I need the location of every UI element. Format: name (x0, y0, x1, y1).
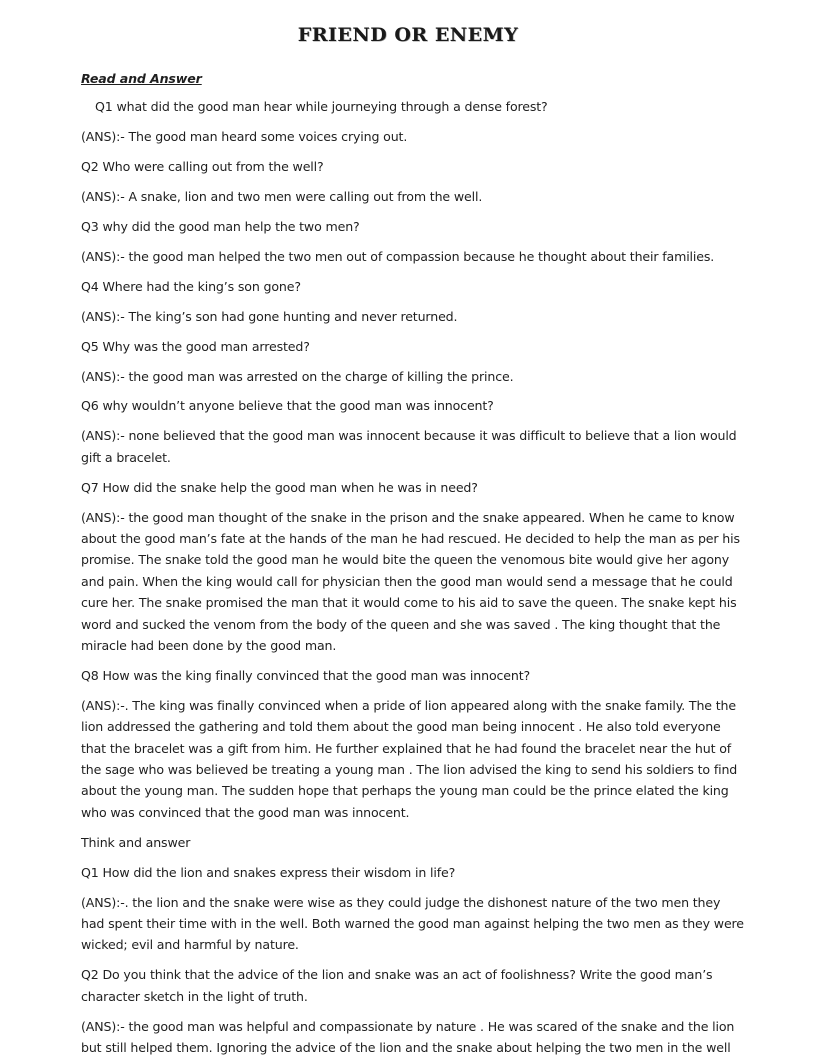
answer-8: (ANS):-. The king was finally convinced when a pride of lion appeared along with the snake family. The the lion addressed the gathering and told them about the good man being innocent . He also told everyone that the bracelet was a gift from him. He further explained that he had found the bracelet near the hut of the sage who was believed be treating a young man . The lion advised the king to send his soldiers to find about the young man. The sudden hope that perhaps the young man could be the prince elated the king who was convinced that the good man was innocent. (81, 697, 738, 820)
think-question-1: Q1 How did the lion and snakes express their wisdom in life? (81, 864, 456, 880)
think-answer-2: (ANS):- the good man was helpful and compassionate by nature . He was scared of the snake and the lion but still helped them. Ignoring the advice of the lion and the snake about helping the two men in the well (81, 1018, 735, 1056)
question-7: Q7 How did the snake help the good man when he was in need? (81, 479, 478, 495)
question-8: Q8 How was the king finally convinced that the good man was innocent? (81, 667, 531, 683)
think-question-2: Q2 Do you think that the advice of the lion and snake was an act of foolishness? Write the good man’s character sketch in the light of truth. (81, 967, 713, 1004)
question-5: Q5 Why was the good man arrested? (81, 338, 310, 354)
answer-6: (ANS):- none believed that the good man was innocent because it was difficult to believe that a lion would gift a bracelet. (81, 428, 737, 465)
answer-2: (ANS):- A snake, lion and two men were calling out from the well. (81, 189, 483, 205)
section-heading-read-and-answer: Read and Answer (81, 71, 202, 86)
question-2: Q2 Who were calling out from the well? (81, 159, 324, 175)
answer-4: (ANS):- The king’s son had gone hunting and never returned. (81, 308, 458, 324)
section-heading-think-and-answer: Think and answer (81, 834, 191, 850)
question-3: Q3 why did the good man help the two men? (81, 219, 360, 235)
question-4: Q4 Where had the king’s son gone? (81, 278, 301, 294)
page-title: FRIEND OR ENEMY (297, 24, 519, 46)
document-body (81, 68, 746, 1056)
question-1: Q1 what did the good man hear while journeying through a dense forest? (95, 99, 548, 115)
answer-7: (ANS):- the good man thought of the snake in the prison and the snake appeared. When he came to know about the good man’s fate at the hands of the man he had rescued. He decided to help the man as per his promise. The snake told the good man he would bite the queen the venomous bite would give her agony and pain. When the king would call for physician then the good man would send a message that he could cure her. The snake promised the man that it would come to his aid to save the queen. The snake kept his word and sucked the venom from the body of the queen and she was saved . The king thought that the miracle had been done by the good man. (81, 509, 740, 654)
question-6: Q6 why wouldn’t anyone believe that the good man was innocent? (81, 398, 494, 414)
think-answer-1: (ANS):-. the lion and the snake were wise as they could judge the dishonest nature of the two men they had spent their time with in the well. Both warned the good man against helping the two men as they were wicked; evil and harmful by nature. (81, 894, 744, 953)
answer-3: (ANS):- the good man helped the two men out of compassion because he thought about their families. (81, 248, 715, 264)
answer-1: (ANS):- The good man heard some voices crying out. (81, 129, 408, 145)
answer-5: (ANS):- the good man was arrested on the charge of killing the prince. (81, 368, 514, 384)
